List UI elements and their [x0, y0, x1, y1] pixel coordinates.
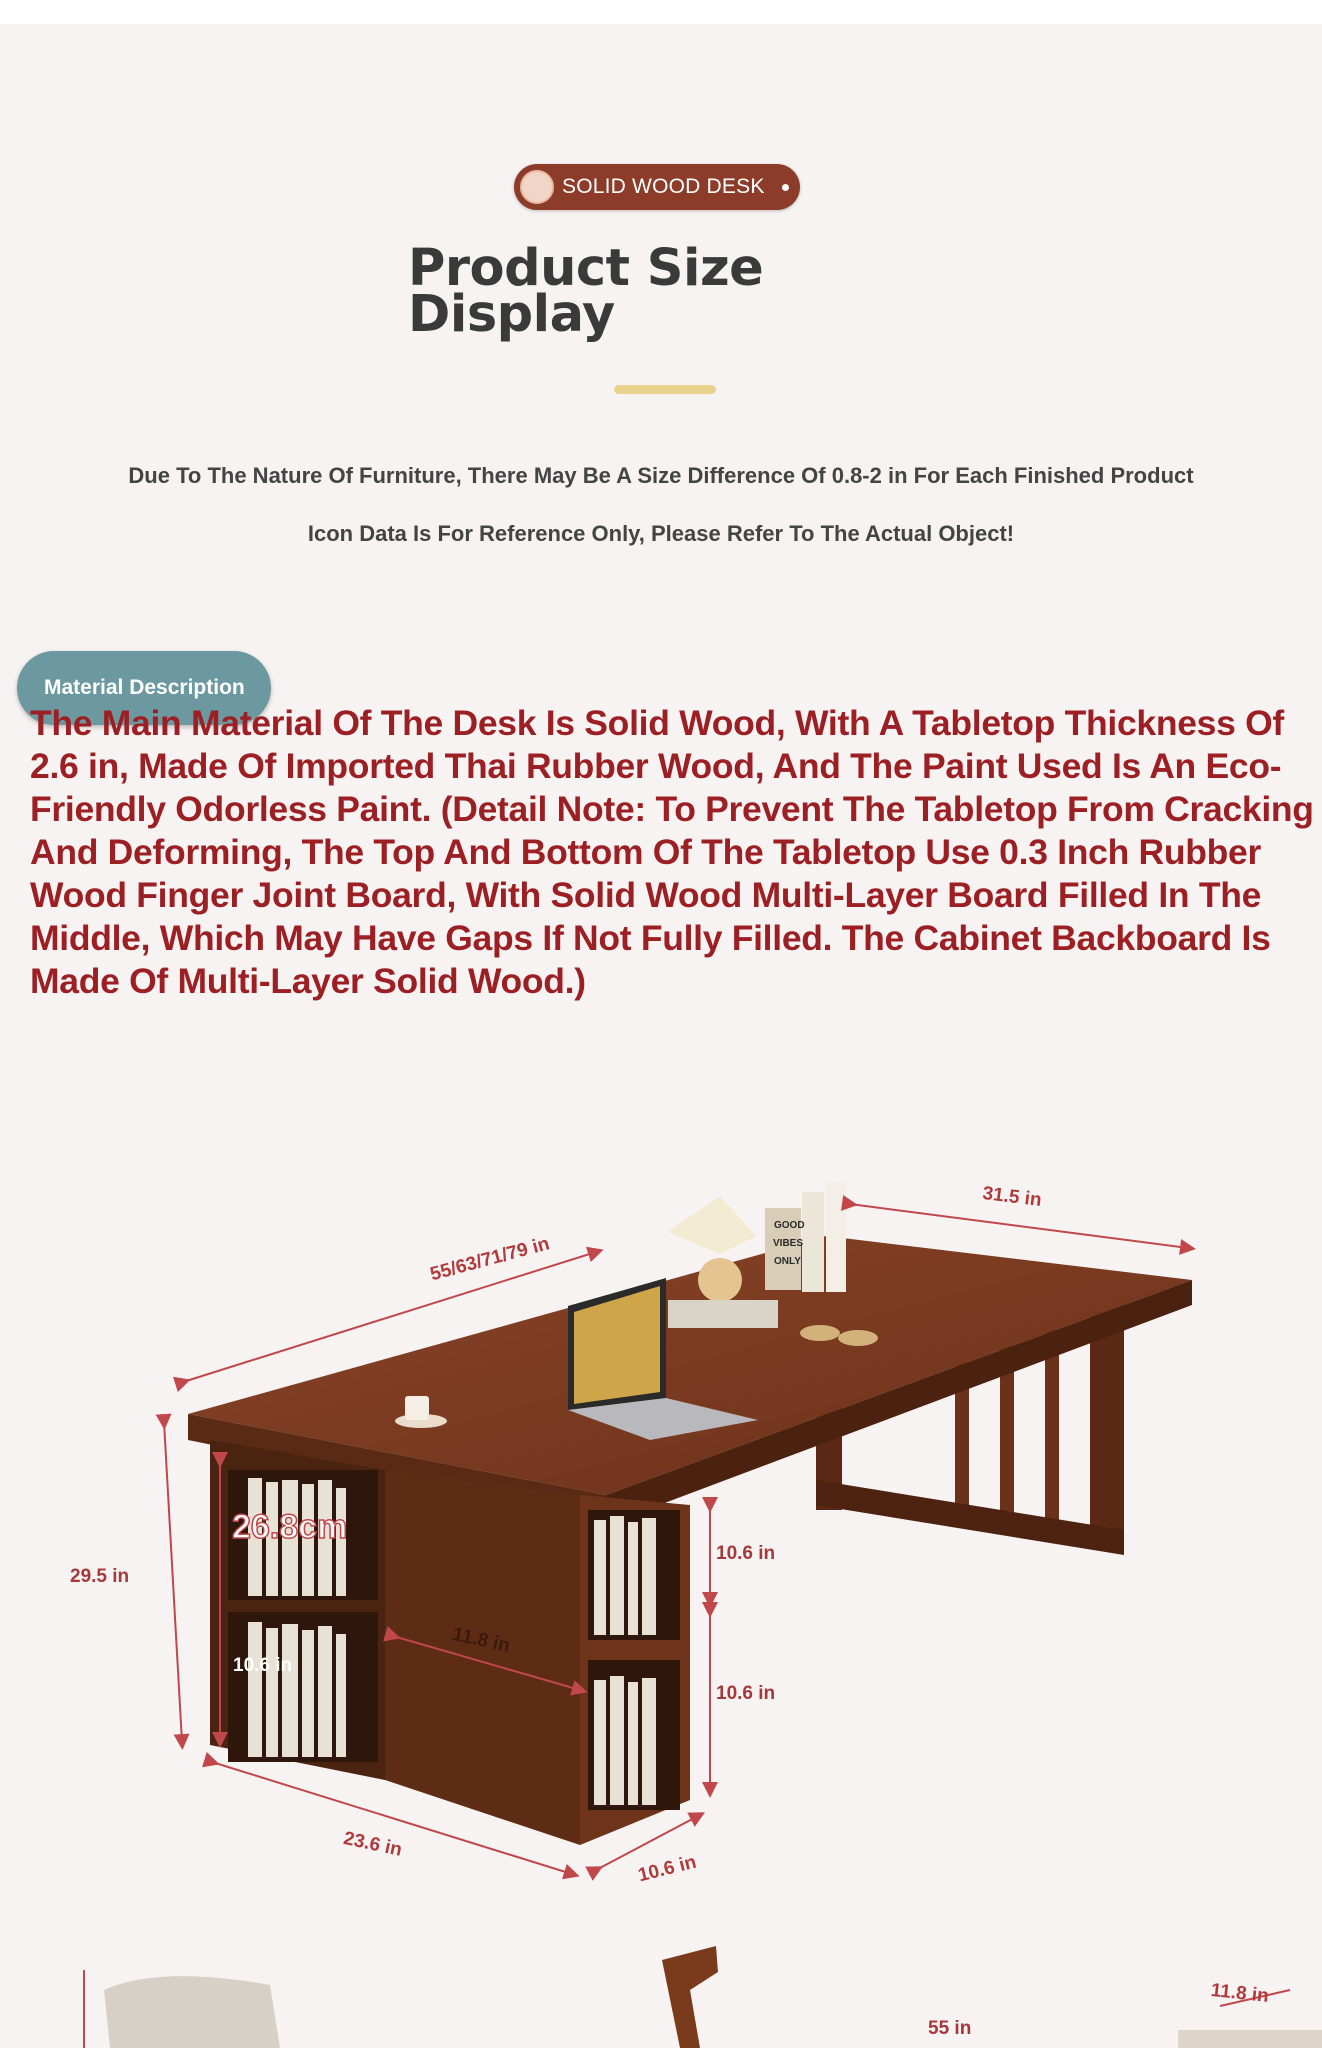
material-tag-label: Material Description: [44, 676, 245, 699]
height-dimension-label: 29.5 in: [70, 1566, 130, 1587]
inner-shelf-height-label: 10.6 in: [233, 1655, 293, 1676]
book-label-line3: ONLY: [774, 1256, 801, 1267]
length-dimension-label: 55/63/71/79 in: [428, 1233, 552, 1286]
title-line-1: Product Size: [408, 239, 764, 298]
bottom-preview-row: [84, 1946, 1322, 2048]
bottom-shelf-height-label: 10.6 in: [716, 1683, 776, 1704]
cabinet-width-label: 23.6 in: [341, 1828, 404, 1861]
book-label-line2: VIBES: [773, 1238, 804, 1249]
book-stack: [765, 1182, 846, 1292]
material-description-text: The Main Material Of The Desk Is Solid Wood, With A Tabletop Thickness Of 2.6 in, Made Of Imported Thai Rubber Wood, And The Paint Used Is An Eco-Friendly Odorless Paint. (Detail Note: To Prevent The Tabletop From Cracking And Deforming, The Top And Bottom Of The Tabletop Use 0.3 Inch Rubber Wood Finger Joint Board, With Solid Wood Multi-Layer Board Filled In The Middle, Which May Have Gaps If Not Fully Filled. The Cabinet Backboard Is Made Of Multi-Layer Solid Wood.): [30, 703, 1314, 1001]
badge-label: SOLID WOOD DESK: [562, 175, 765, 198]
size-difference-note: Due To The Nature Of Furniture, There May Be A Size Difference Of 0.8-2 in For Each Finished Product: [128, 463, 1194, 488]
title-line-2: Display: [408, 285, 615, 344]
depth-dimension-label: 31.5 in: [981, 1183, 1043, 1212]
bottom-width-label: 55 in: [928, 2018, 972, 2039]
book-label-line1: GOOD: [774, 1220, 805, 1231]
drawer-width-label: 11.8 in: [450, 1624, 512, 1657]
bottom-depth-label: 11.8 in: [1209, 1980, 1270, 2007]
cabinet-depth-label: 10.6 in: [636, 1851, 699, 1887]
cm-dimension-label: 26.8cm: [232, 1508, 348, 1546]
reference-note: Icon Data Is For Reference Only, Please Refer To The Actual Object!: [307, 521, 1015, 546]
top-shelf-height-label: 10.6 in: [716, 1543, 776, 1564]
